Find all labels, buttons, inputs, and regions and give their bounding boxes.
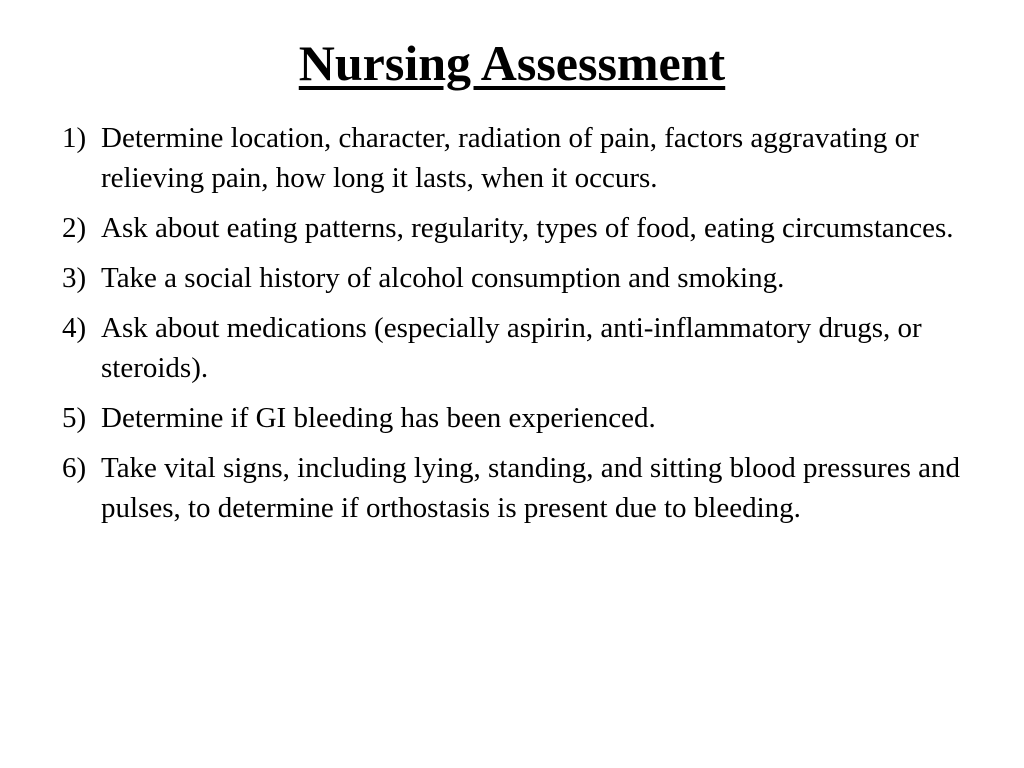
list-item-text: Take a social history of alcohol consumption and smoking.: [101, 262, 785, 294]
list-item-number: 2): [62, 212, 87, 244]
list-item-text: Ask about eating patterns, regularity, types of food, eating circumstances.: [101, 212, 954, 244]
list-item-number: 5): [62, 402, 87, 434]
list-item: [62, 398, 982, 438]
assessment-list: [62, 118, 982, 538]
list-item: [62, 258, 982, 298]
list-item-text: Take vital signs, including lying, standing, and sitting blood pressures and pulses, to determine if orthostasis is present due to bleeding.: [101, 452, 961, 524]
list-item: [62, 208, 982, 248]
list-item-number: 4): [62, 312, 87, 344]
slide-title: Nursing Assessment: [298, 35, 726, 91]
list-item: [62, 448, 982, 528]
list-item: [62, 308, 982, 388]
list-item-text: Ask about medications (especially aspirin, anti-inflammatory drugs, or steroids).: [101, 312, 922, 384]
list-item-text: Determine if GI bleeding has been experienced.: [101, 402, 656, 434]
list-item-number: 6): [62, 452, 87, 484]
list-item-number: 3): [62, 262, 87, 294]
list-item-text: Determine location, character, radiation of pain, factors aggravating or relieving pain, how long it lasts, when it occurs.: [101, 122, 919, 194]
list-item: [62, 118, 982, 198]
list-item-number: 1): [62, 122, 87, 154]
